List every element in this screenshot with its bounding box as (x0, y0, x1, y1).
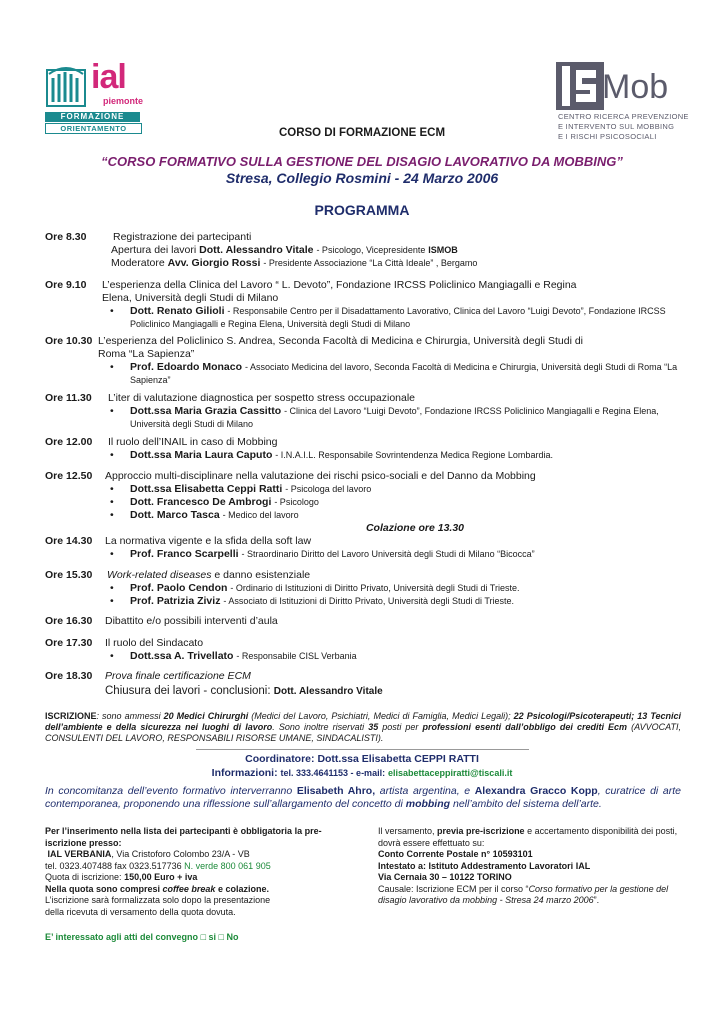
speaker-name: Dott.ssa A. Trivellato (130, 650, 234, 662)
item-title: L’esperienza del Policlinico S. Andrea, Seconda Facoltà di Medicina e Chirurgia, Università degli Studi di (98, 335, 584, 347)
time-1130: Ore 11.30 (45, 392, 92, 404)
speaker-desc: - Clinica del Lavoro “Luigi Devoto”, Fondazione IRCSS Policlinico Mangiagalli e Regina Elena, Università degli Studi di Milano (130, 406, 659, 429)
schedule-item-1630 (45, 615, 685, 628)
speaker-entry (102, 449, 685, 462)
atti-no-checkbox[interactable]: □ No (218, 932, 239, 942)
ial-line1: FORMAZIONE (45, 112, 140, 122)
course-title: “CORSO FORMATIVO SULLA GESTIONE DEL DISAGIO LAVORATIVO DA MOBBING” (101, 154, 623, 169)
coordinator-line: Coordinatore: Dott.ssa Elisabetta CEPPI RATTI (245, 753, 479, 765)
item-title: Registrazione dei partecipanti (113, 231, 252, 243)
concomitanza-paragraph: In concomitanza dell’evento formativo interverranno Elisabeth Ahro, artista argentina, e Alexandra Gracco Kopp, curatrice di arte contemporanea, proponendo una riflessione sull’allargamento del concetto di mobbing nell’ambito del sistema dell’arte. (45, 785, 681, 810)
bullet-icon: • (110, 449, 114, 461)
item-title: Approccio multi-disciplinare nella valutazione dei rischi psico-sociali e del Danno da Mobbing (105, 470, 536, 482)
time-1250: Ore 12.50 (45, 470, 93, 482)
bullet-icon: • (110, 305, 114, 317)
time-1830: Ore 18.30 (45, 670, 93, 682)
ismob-emblem-icon (556, 62, 604, 110)
time-0910: Ore 9.10 (45, 279, 87, 291)
schedule-item-1530 (45, 569, 685, 608)
schedule-item-1430 (45, 535, 685, 561)
bullet-icon: • (110, 650, 114, 662)
course-subtitle: Stresa, Collegio Rosmini - 24 Marzo 2006 (225, 170, 499, 186)
payment-column (378, 826, 683, 907)
quota-include: Nella quota sono compresi coffee break e colazione. (45, 883, 269, 894)
item-title: Prova finale certificazione ECM (105, 670, 251, 682)
atti-question: E’ interessato agli atti del convegno □ si □ No (45, 932, 239, 942)
closing-line: Chiusura dei lavori - conclusioni: Dott. Alessandro Vitale (105, 685, 383, 697)
time-1630: Ore 16.30 (45, 615, 93, 627)
bullet-icon: • (110, 509, 114, 521)
speaker-desc: - Responsabile CISL Verbania (236, 651, 357, 661)
ial-contacts: tel. 0323.407488 fax 0323.517736 N. verde 800 061 905 (45, 860, 271, 871)
ismob-wordmark: Mob (602, 68, 669, 106)
speaker-desc: - Associato di Istituzioni di Diritto Privato, Università degli Studi di Trieste. (223, 596, 514, 606)
speaker-desc: - Ordinario di Istituzioni di Diritto Privato, Università degli Studi di Trieste. (230, 583, 520, 593)
atti-yes-checkbox[interactable]: □ si (200, 932, 217, 942)
speaker-entry (102, 509, 685, 522)
iscrizione-paragraph: ISCRIZIONE: sono ammessi 20 Medici Chirurghi (Medici del Lavoro, Psichiatri, Medici di Famiglia, Medici Legali); 22 Psicologi/Psicoterapeuti; 13 Tecnici dell’ambiente e della sicurezza nei luoghi di lavoro. Sono inoltre riservati 35 posti per professioni esenti dall’obbligo dei crediti Ecm (AVVOCATI, CONSULENTI DEL LAVORO, RESPONSABILI RISORSE UMANE, SINDACALISTI). (45, 711, 682, 743)
speaker-desc: - Psicologo (274, 497, 319, 507)
quota-line: Quota di iscrizione: 150,00 Euro + iva (45, 872, 198, 882)
ismob-tagline-1: CENTRO RICERCA PREVENZIONE (558, 112, 689, 121)
item-title: Il ruolo dell’INAIL in caso di Mobbing (108, 436, 278, 448)
bullet-icon: • (110, 483, 114, 495)
item-title-cont: Roma “La Sapienza” (98, 348, 195, 360)
course-label: CORSO DI FORMAZIONE ECM (278, 127, 446, 139)
lunch-break: Colazione ore 13.30 (365, 522, 465, 534)
ial-line2: ORIENTAMENTO (45, 123, 142, 134)
speaker-entry (102, 582, 685, 595)
bullet-icon: • (110, 582, 114, 594)
speaker-name: Dott. Alessandro Vitale (199, 244, 314, 256)
preiscrizione-column (45, 826, 345, 944)
schedule-item-1730 (45, 637, 685, 663)
ismob-tagline-3: E I RISCHI PSICOSOCIALI (558, 132, 657, 141)
intestato-line: Intestato a: Istituto Addestramento Lavoratori IAL (378, 860, 591, 871)
bullet-icon: • (110, 548, 114, 560)
ial-region: piemonte (103, 96, 144, 106)
item-line: Apertura dei lavori Dott. Alessandro Vitale - Psicologo, Vicepresidente ISMOB (111, 244, 458, 256)
schedule-item-0830 (45, 231, 685, 270)
speaker-name: Prof. Patrizia Ziviz (130, 595, 221, 607)
schedule-item-0910 (45, 279, 685, 331)
programma-heading: PROGRAMMA (314, 202, 410, 218)
schedule-item-1200 (45, 436, 685, 462)
speaker-entry (102, 405, 685, 431)
address-line: Via Cernaia 30 – 10122 TORINO (378, 872, 512, 882)
time-1430: Ore 14.30 (45, 535, 93, 547)
schedule-item-1250 (45, 470, 685, 535)
speaker-entry (102, 650, 685, 663)
time-1530: Ore 15.30 (45, 569, 93, 581)
item-title-cont: Elena, Università degli Studi di Milano (102, 292, 279, 304)
speaker-entry (102, 483, 685, 496)
speaker-desc: - Responsabile Centro per il Disadattamento Lavorativo, Clinica del Lavoro “Luigi Devoto”, Fondazione IRCSS Policlinico Mangiagalli e Regina Elena, Università degli Studi di Milano (130, 306, 666, 329)
speaker-name: Dott.ssa Maria Laura Caputo (130, 449, 273, 461)
speaker-name: Dott.ssa Maria Grazia Cassitto (130, 405, 282, 417)
preiscrizione-title: Per l’inserimento nella lista dei partecipanti è obbligatoria la pre-iscrizione presso: (45, 826, 322, 848)
time-1030: Ore 10.30 (45, 335, 93, 347)
schedule-item-1130 (45, 392, 685, 431)
speaker-entry (102, 595, 685, 608)
email-link[interactable]: elisabettaceppiratti@tiscali.it (388, 768, 513, 778)
speaker-name: Dott.ssa Elisabetta Ceppi Ratti (130, 483, 283, 495)
ial-logo (45, 58, 144, 134)
ismob-tagline-2: E INTERVENTO SUL MOBBING (558, 122, 675, 131)
speaker-entry (102, 305, 685, 331)
speaker-desc: - Medico del lavoro (222, 510, 299, 520)
bullet-icon: • (110, 595, 114, 607)
formalization-line-2: della ricevuta di versamento della quota dovuta. (45, 906, 236, 917)
time-0830: Ore 8.30 (45, 231, 87, 243)
info-line: Informazioni: tel. 333.4641153 - e-mail: elisabettaceppiratti@tiscali.it (211, 767, 513, 779)
speaker-name: Dott. Francesco De Ambrogi (130, 496, 272, 508)
bullet-icon: • (110, 405, 114, 417)
schedule-item-1030 (45, 335, 685, 387)
ial-emblem-icon (45, 64, 87, 108)
speaker-entry (102, 548, 685, 561)
speaker-desc: - I.N.A.I.L. Responsabile Sovrintendenza Medica Regione Lombardia. (275, 450, 553, 460)
speaker-name: Avv. Giorgio Rossi (167, 257, 261, 269)
schedule-item-1830 (45, 670, 685, 698)
ial-wordmark: ial (91, 58, 126, 96)
speaker-desc: - Associato Medicina del lavoro, Seconda Facoltà di Medicina e Chirurgia, Università degli Studi di Roma “La Sapienza” (130, 362, 678, 385)
conto-line: Conto Corrente Postale n° 10593101 (378, 849, 533, 859)
speaker-name: Dott. Marco Tasca (130, 509, 220, 521)
speaker-desc: - Psicologa del lavoro (285, 484, 372, 494)
speaker-entry (102, 361, 685, 387)
payment-intro: Il versamento, previa pre-iscrizione e accertamento disponibilità dei posti, dovrà essere effettuato su: (378, 826, 678, 848)
time-1200: Ore 12.00 (45, 436, 93, 448)
speaker-name: Prof. Paolo Cendon (130, 582, 228, 594)
speaker-name: Dott. Renato Gilioli (130, 305, 225, 317)
speaker-entry (102, 496, 685, 509)
speaker-name: Dott. Alessandro Vitale (273, 686, 383, 697)
item-title: Dibattito e/o possibili interventi d’aula (105, 615, 278, 627)
speaker-desc: - Straordinario Diritto del Lavoro Università degli Studi di Milano “Bicocca” (241, 549, 535, 559)
formalization-line-1: L’iscrizione sarà formalizzata solo dopo la presentazione (45, 895, 271, 905)
ial-address: IAL VERBANIA, Via Cristoforo Colombo 23/A - VB (47, 849, 250, 859)
time-1730: Ore 17.30 (45, 637, 93, 649)
item-title: L’iter di valutazione diagnostica per sospetto stress occupazionale (108, 392, 416, 404)
item-line: Moderatore Avv. Giorgio Rossi - Presidente Associazione “La Città Ideale” , Bergamo (111, 257, 478, 269)
coordinator-divider (196, 749, 529, 750)
item-title: Il ruolo del Sindacato (105, 637, 204, 649)
causale-line: Causale: Iscrizione ECM per il corso “Corso formativo per la gestione del disagio lavorativo da mobbing - Stresa 24 marzo 2006”. (378, 883, 669, 905)
speaker-name: Prof. Franco Scarpelli (130, 548, 239, 560)
item-title: La normativa vigente e la sfida della soft law (105, 535, 312, 547)
item-title: L’esperienza della Clinica del Lavoro “ L. Devoto”, Fondazione IRCSS Policlinico Mangiagalli e Regina (102, 279, 577, 291)
speaker-name: Prof. Edoardo Monaco (130, 361, 243, 373)
bullet-icon: • (110, 496, 114, 508)
bullet-icon: • (110, 361, 114, 373)
item-title: Work-related diseases e danno esistenziale (107, 569, 311, 581)
